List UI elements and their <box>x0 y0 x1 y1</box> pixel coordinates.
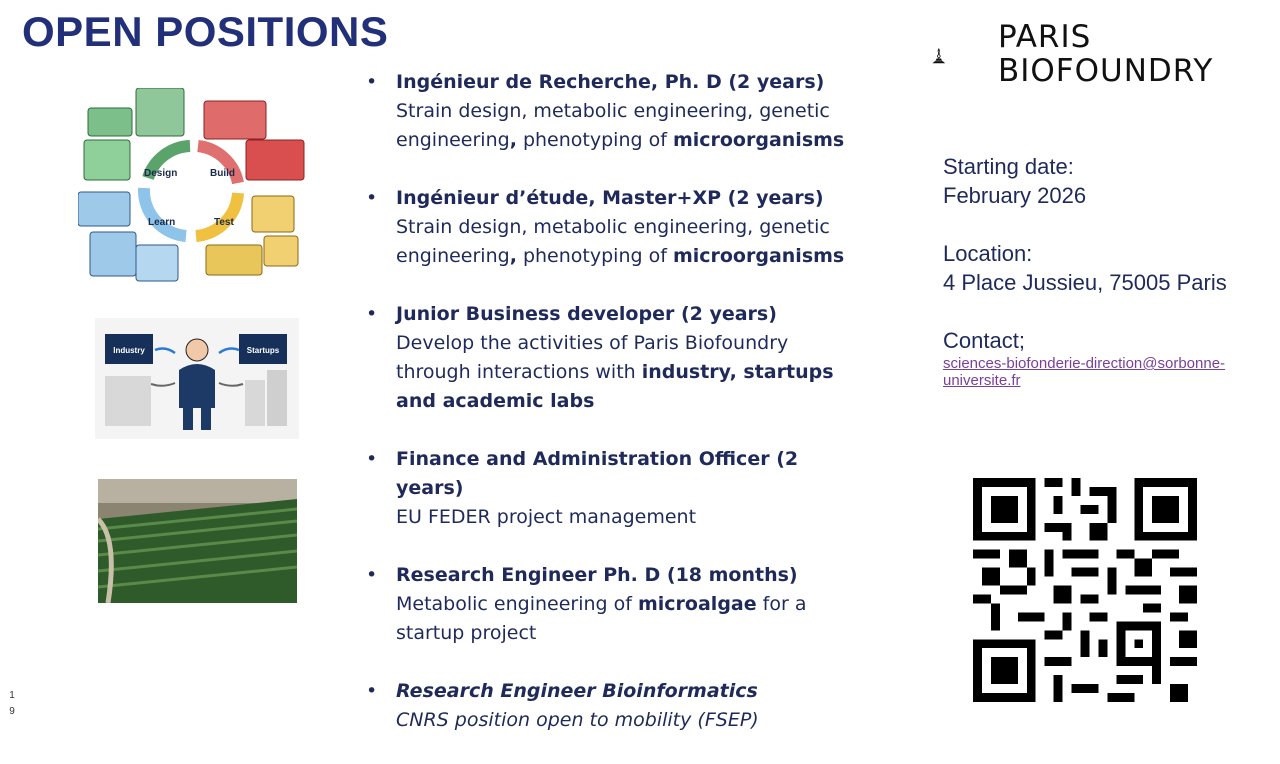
dbtl-cycle-diagram <box>78 88 308 283</box>
bullet: • <box>366 187 378 209</box>
logo-text <box>998 20 1213 88</box>
position-item <box>366 68 866 155</box>
contact-label: Contact; <box>943 328 1025 353</box>
position-title: Ingénieur d’étude, Master+XP (2 years) <box>396 187 824 209</box>
info-panel <box>943 152 1263 418</box>
positions-list <box>366 68 866 764</box>
position-title: Ingénieur de Recherche, Ph. D (2 years) <box>396 71 825 93</box>
qr-code <box>973 478 1197 702</box>
position-item <box>366 445 866 532</box>
bullet: • <box>366 448 378 470</box>
startups-label: Startups <box>246 346 280 355</box>
position-title: Research Engineer Ph. D (18 months) <box>396 564 798 586</box>
position-item <box>366 561 866 648</box>
microalgae-photobioreactor-photo <box>98 479 297 603</box>
logo-line-paris: PARIS <box>998 19 1092 55</box>
start-date-value: February 2026 <box>943 183 1087 208</box>
position-description: Develop the activities of Paris Biofoundry through interactions with industry, startups and academic labs <box>396 332 834 412</box>
position-description: CNRS position open to mobility (FSEP) <box>396 709 759 731</box>
dbtl-test-label: Test <box>214 217 234 228</box>
paris-biofoundry-logo <box>932 18 996 94</box>
position-item <box>366 184 866 271</box>
business-developer-illustration <box>95 318 299 439</box>
position-description: Strain design, metabolic engineering, genetic engineering, phenotyping of microorganisms <box>396 100 845 151</box>
logo-line-biofoundry: BIOFOUNDRY <box>998 53 1214 89</box>
location-label: Location: <box>943 241 1033 266</box>
position-description: Strain design, metabolic engineering, genetic engineering, phenotyping of microorganisms <box>396 216 845 267</box>
position-title: Finance and Administration Officer (2 years) <box>396 448 799 499</box>
position-description: Metabolic engineering of microalgae for a startup project <box>396 593 807 644</box>
position-title: Junior Business developer (2 years) <box>396 303 777 325</box>
page-title: OPEN POSITIONS <box>22 8 389 55</box>
position-item <box>366 677 866 735</box>
position-item <box>366 300 866 416</box>
position-description: EU FEDER project management <box>396 506 697 528</box>
dbtl-design-label: Design <box>144 168 178 179</box>
bullet: • <box>366 564 378 586</box>
bullet: • <box>366 680 378 702</box>
start-date-label: Starting date: <box>943 154 1074 179</box>
contact-email-link[interactable]: sciences-biofonderie-direction@sorbonne- universite.fr <box>943 355 1226 389</box>
position-title: Research Engineer Bioinformatics <box>396 680 758 702</box>
page-number: 1 9 <box>9 690 15 717</box>
industry-label: Industry <box>113 346 145 355</box>
location-value: 4 Place Jussieu, 75005 Paris <box>943 270 1227 295</box>
bullet: • <box>366 303 378 325</box>
dbtl-learn-label: Learn <box>148 217 176 228</box>
bullet: • <box>366 71 378 93</box>
dbtl-build-label: Build <box>210 168 235 179</box>
